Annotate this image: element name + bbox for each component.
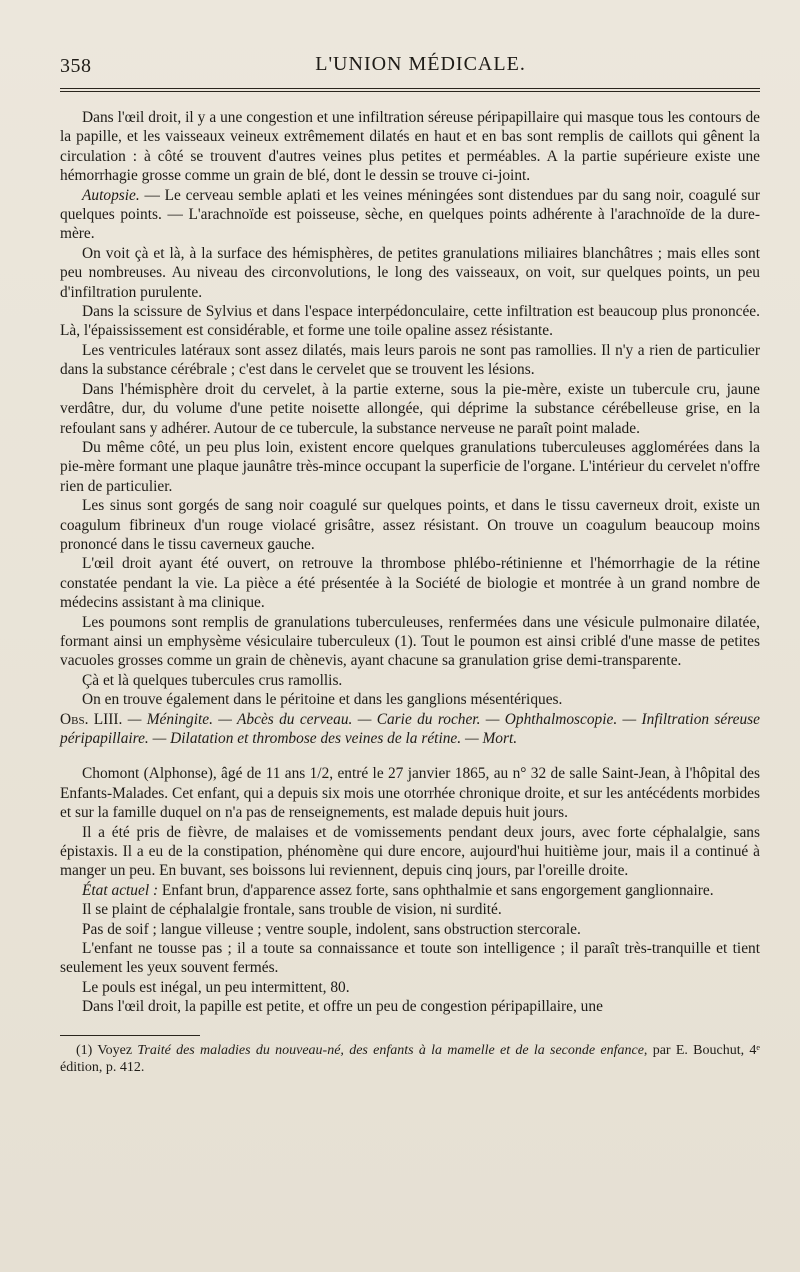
paragraph: Dans l'hémisphère droit du cervelet, à la partie externe, sous la pie-mère, existe un tubercule cru, jaune verdâtre, dur, du volume d'une petite noisette allongée, qui déprime la substance cérébelleuse grise, en la refoulant sans y adhérer. Autour de ce tubercule, la substance nerveuse ne paraît point malade. xyxy=(60,380,760,437)
paragraph: Les poumons sont remplis de granulations tuberculeuses, renfermées dans une vésicule pulmonaire dilatée, formant ainsi un emphysème vésiculaire tuberculeux (1). Tout le poumon est ainsi criblé d'une masse de petites vacuoles grosses comme un grain de chènevis, ayant chacune sa granulation grise demi-transparente. xyxy=(60,613,760,670)
header-rule xyxy=(60,88,760,92)
paragraph: Du même côté, un peu plus loin, existent encore quelques granulations tuberculeuses agglomérées dans la pie-mère formant une plaque jaunâtre très-mince occupant la superficie de l'organe. L'intérieur du cervelet n'offre rien de particulier. xyxy=(60,438,760,495)
paragraph-etat-actuel xyxy=(60,881,760,900)
spacer xyxy=(60,748,760,764)
section-label: État actuel : xyxy=(82,881,159,899)
page-number: 358 xyxy=(60,55,92,77)
footnote-text: Voyez xyxy=(92,1042,138,1058)
observation-heading xyxy=(60,710,760,749)
paragraph: Dans l'œil droit, il y a une congestion et une infiltration séreuse péripapillaire qui masque tous les contours de la papille, et les vaisseaux veineux extrêmement dilatés en haut et en bas sont remplis de caillots qui gênent la circulation : à côté se trouvent d'autres veines plus petites et perméables. A la partie supérieure existe une hémorrhagie grosse comme un grain de blé, dont le dessin se trouve ci-joint. xyxy=(60,109,760,185)
paragraph: Chomont (Alphonse), âgé de 11 ans 1/2, entré le 27 janvier 1865, au n° 32 de salle Saint-Jean, à l'hôpital des Enfants-Malades. Cet enfant, qui a depuis six mois une otorrhée chronique droite, et sur les antécédents morbides et sur la famille duquel on n'a pas de renseignements, est malade depuis huit jours. xyxy=(60,765,760,822)
page-header xyxy=(60,44,760,78)
paragraph: Il se plaint de céphalalgie frontale, sans trouble de vision, ni surdité. xyxy=(82,901,502,919)
paragraph-autopsie xyxy=(60,186,760,244)
footnote-book-title: Traité des maladies du nouveau-né, des enfants à la mamelle et de la seconde enfance xyxy=(137,1042,644,1058)
paragraph: On voit çà et là, à la surface des hémisphères, de petites granulations miliaires blanchâtres ; mais elles sont peu nombreuses. Au niveau des circonvolutions, le long des vaisseaux, on voit, sur quelques points, un peu d'infiltration purulente. xyxy=(60,244,760,301)
observation-number: Obs. LIII. xyxy=(60,710,123,728)
paragraph: Pas de soif ; langue villeuse ; ventre souple, indolent, sans obstruction stercorale. xyxy=(82,920,581,938)
footnote-rule xyxy=(60,1035,200,1036)
section-label: Autopsie. xyxy=(82,186,140,204)
paragraph: Dans l'œil droit, la papille est petite, et offre un peu de congestion péripapillaire, une xyxy=(82,998,603,1016)
running-title: L'UNION MÉDICALE. xyxy=(315,53,526,75)
paragraph: Il a été pris de fièvre, de malaises et de vomissements pendant deux jours, avec forte céphalalgie, sans épistaxis. Il a eu de la constipation, phénomène qui dure encore, aujourd'hui huitième jour, mais il a continué à manger un peu. En buvant, ses boissons lui reviennent, depuis cinq jours, par l'oreille droite. xyxy=(60,823,760,880)
observation-title: — Méningite. — Abcès du cerveau. — Carie du rocher. — Ophthalmoscopie. — Infiltration séreuse péripapillaire. — Dilatation et thrombose des veines de la rétine. — Mort. xyxy=(60,710,761,747)
paragraph-text: Enfant brun, d'apparence assez forte, sans ophthalmie et sans engorgement ganglionnaire. xyxy=(158,881,714,899)
article-body xyxy=(60,108,760,1017)
footnote xyxy=(60,1042,760,1076)
paragraph: Çà et là quelques tubercules crus ramollis. xyxy=(82,671,343,689)
paragraph: L'enfant ne tousse pas ; il a toute sa connaissance et toute son intelligence ; il paraît très-tranquille et tient seulement les yeux souvent fermés. xyxy=(60,940,760,977)
paragraph: Les ventricules latéraux sont assez dilatés, mais leurs parois ne sont pas ramollies. Il n'y a rien de particulier dans la substance cérébrale ; c'est dans le cervelet que se trouvent les lésions. xyxy=(60,341,760,379)
footnote-text: , par E. Bouchut, 4ᵉ édition, p. 412. xyxy=(60,1042,760,1075)
footnote-marker: (1) xyxy=(76,1042,93,1058)
paragraph: Dans la scissure de Sylvius et dans l'espace interpédonculaire, cette infiltration est beaucoup plus prononcée. Là, l'épaississement est considérable, et forme une toile opaline assez résistante. xyxy=(60,303,760,340)
paragraph: Le pouls est inégal, un peu intermittent, 80. xyxy=(82,978,350,996)
paragraph-text: — Le cerveau semble aplati et les veines méningées sont distendues par du sang noir, coagulé sur quelques points. — L'arachnoïde est poisseuse, sèche, en quelques points adhérente à l'arachnoïde de la dure-mère. xyxy=(60,186,760,243)
paragraph: L'œil droit ayant été ouvert, on retrouve la thrombose phlébo-rétinienne et l'hémorrhagie de la rétine constatée pendant la vie. La pièce a été présentée à la Société de biologie et montrée à un grand nombre de médecins assistant à ma clinique. xyxy=(60,555,760,612)
paragraph: On en trouve également dans le péritoine et dans les ganglions mésentériques. xyxy=(82,691,563,709)
paragraph: Les sinus sont gorgés de sang noir coagulé sur quelques points, et dans le tissu caverneux droit, existe un coagulum fibrineux d'un rouge violacé grisâtre, assez résistant. On trouve un coagulum beaucoup moins prononcé dans le tissu caverneux gauche. xyxy=(60,497,760,553)
